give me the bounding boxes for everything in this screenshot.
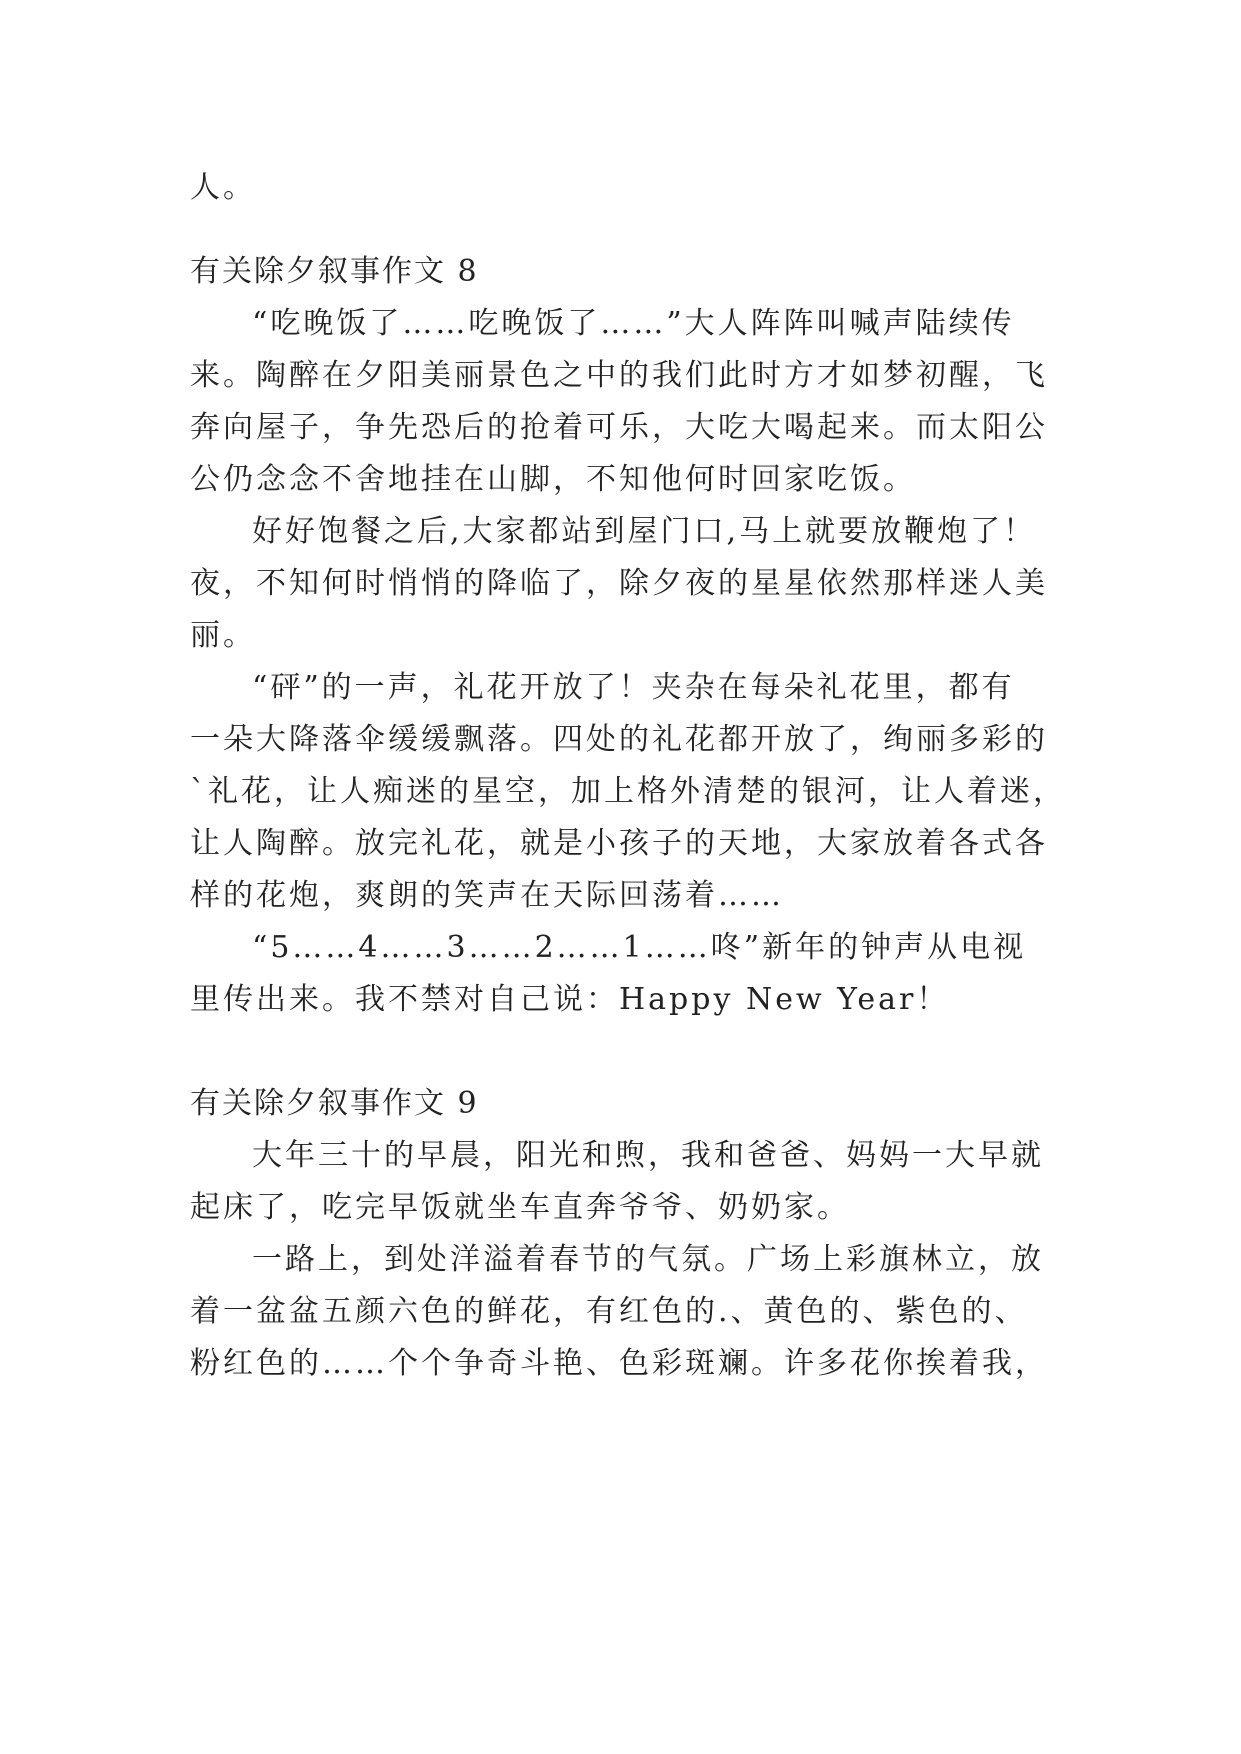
section-heading-8: 有关除夕叙事作文 8 <box>190 254 479 289</box>
text-line: “砰”的一声，礼花开放了！夹杂在每朵礼花里，都有 <box>252 670 1015 705</box>
text-line: “5……4……3……2……1……咚”新年的钟声从电视 <box>252 930 1027 965</box>
section-heading-9: 有关除夕叙事作文 9 <box>190 1086 479 1121</box>
text-line: 公仍念念不舍地挂在山脚，不知他何时回家吃饭。 <box>190 462 916 497</box>
text-line: “吃晚饭了……吃晚饭了……”大人阵阵叫喊声陆续传 <box>252 306 1015 341</box>
text-line: 丽。 <box>190 618 256 653</box>
text-line: 夜，不知何时悄悄的降临了，除夕夜的星星依然那样迷人美 <box>190 566 1048 601</box>
text-line: 奔向屋子，争先恐后的抢着可乐，大吃大喝起来。而太阳公 <box>190 410 1048 445</box>
text-line: 一朵大降落伞缓缓飘落。四处的礼花都开放了，绚丽多彩的 <box>190 722 1048 757</box>
text-line: 着一盆盆五颜六色的鲜花，有红色的.、黄色的、紫色的、 <box>190 1294 1028 1329</box>
text-line: 大年三十的早晨，阳光和煦，我和爸爸、妈妈一大早就 <box>252 1138 1044 1173</box>
text-line: 起床了，吃完早饭就坐车直奔爷爷、奶奶家。 <box>190 1190 850 1225</box>
text-line: `礼花，让人痴迷的星空，加上格外清楚的银河，让人着迷， <box>190 774 1066 809</box>
text-line: 粉红色的……个个争奇斗艳、色彩斑斓。许多花你挨着我， <box>190 1346 1048 1381</box>
text-line: 一路上，到处洋溢着春节的气氛。广场上彩旗林立，放 <box>252 1242 1044 1277</box>
text-line: 好好饱餐之后,大家都站到屋门口,马上就要放鞭炮了！ <box>252 514 1037 549</box>
text-line: 来。陶醉在夕阳美丽景色之中的我们此时方才如梦初醒，飞 <box>190 358 1048 393</box>
text-line: 让人陶醉。放完礼花，就是小孩子的天地，大家放着各式各 <box>190 826 1048 861</box>
text-line: 样的花炮，爽朗的笑声在天际回荡着…… <box>190 878 784 913</box>
text-line: 里传出来。我不禁对自己说：Happy New Year！ <box>190 982 950 1017</box>
paragraph-fragment: 人。 <box>190 170 256 205</box>
